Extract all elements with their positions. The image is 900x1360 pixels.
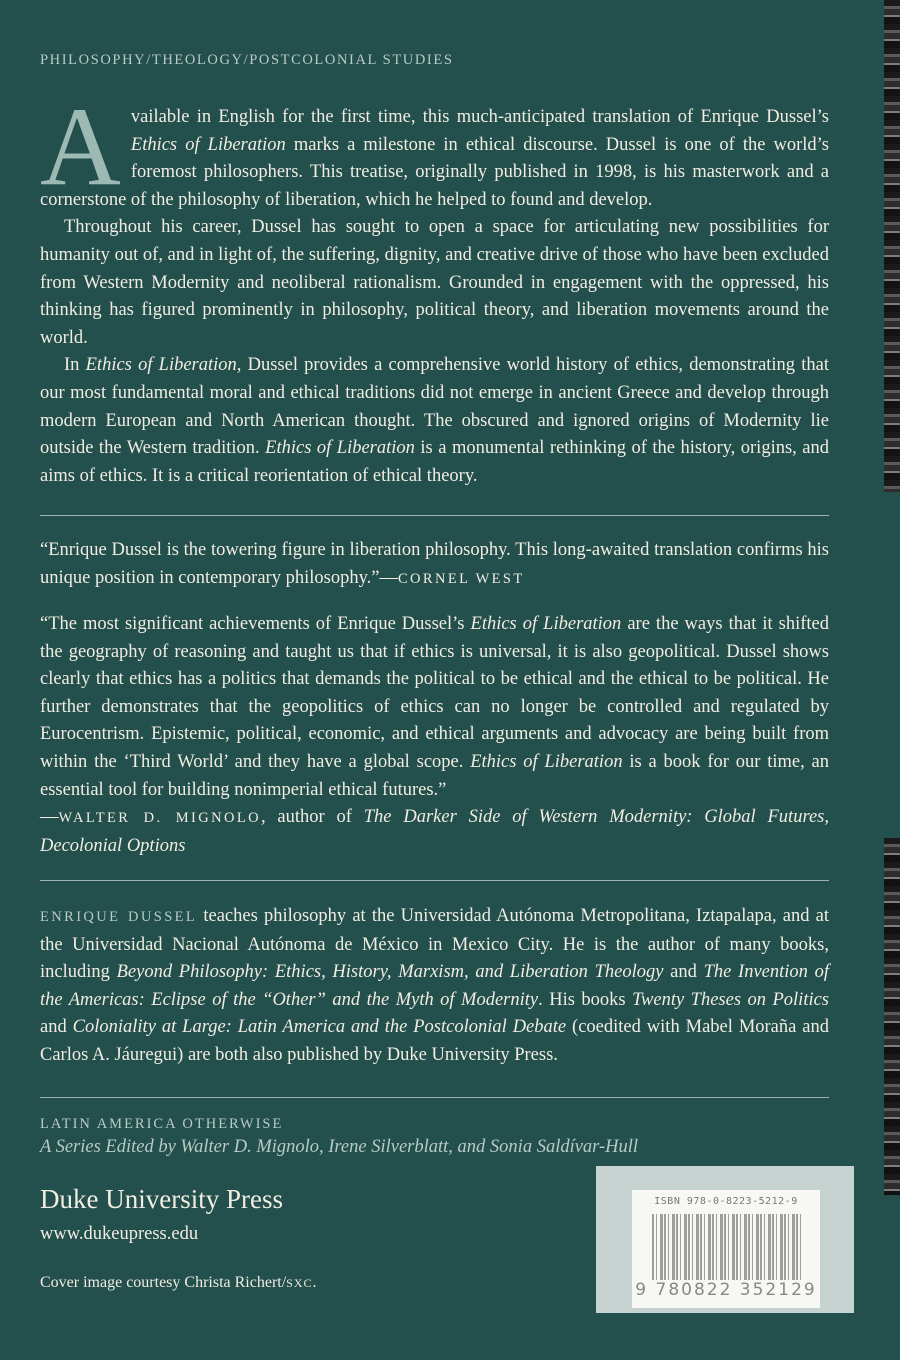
author-name: ENRIQUE DUSSEL xyxy=(40,909,198,925)
barcode xyxy=(632,1190,820,1308)
description-paragraph: Throughout his career, Dussel has sought to open a space for articulating new possibilities for humanity out of, and in light of, the suffering, dignity, and creative drive of those who have been excluded from Western Modernity and neoliberal rationalism. Grounded in engagement with the oppressed, his thinking has figured prominently in philosophy, political theory, and liberation movements around the world. xyxy=(40,217,829,348)
isbn-label: ISBN 978-0-8223-5212-9 xyxy=(654,1196,798,1207)
endorsement-west: “Enrique Dussel is the towering figure in liberation philosophy. This long-awaited translation confirms his unique position in contemporary philosophy.”—CORNEL WEST xyxy=(40,540,829,588)
series-name: LATIN AMERICA OTHERWISE xyxy=(40,1116,284,1132)
endorsement-mignolo: “The most significant achievements of Enrique Dussel’s Ethics of Liberation are the ways that it shifted the geography of reasoning and taught us that if ethics is universal, it is also geopolitical. Dussel shows clearly that ethics has a politics that demands the political to be ethical and the ethical to be political. He further demonstrates that the geopolitics of ethics can no longer be controlled and regulated by Eurocentrism. Epistemic, political, economic, and ethical arguments and advocacy are being built from within the ‘Third World’ and they have a global scope. Ethics of Liberation is a book for our time, an essential tool for building nonimperial ethical futures.” —WALTER D. MIGNOLO, author of The Darker Side of Western Modernity: Global Futures, Decolonial Options xyxy=(40,614,829,856)
divider xyxy=(40,515,829,516)
drop-cap: A xyxy=(40,85,121,209)
publisher-name: Duke University Press xyxy=(40,1184,283,1214)
endorser-name: WALTER D. MIGNOLO xyxy=(58,810,261,827)
divider xyxy=(40,880,829,881)
stone-texture-edge xyxy=(884,838,900,1195)
description-paragraph: Available in English for the first time, this much-anticipated translation of Enrique Dussel’s Ethics of Liberation marks a milestone in ethical discourse. Dussel is one of the world’s foremost philosophers. This treatise, originally published in 1998, is his masterwork and a cornerstone of the philosophy of liberation, which he helped to found and develop. xyxy=(40,85,830,210)
barcode-number: 9 780822 352129 xyxy=(635,1280,817,1300)
divider xyxy=(40,1097,829,1098)
category-label: PHILOSOPHY/THEOLOGY/POSTCOLONIAL STUDIES xyxy=(40,52,454,68)
cover-credit: Cover image courtesy Christa Richert/SXC. xyxy=(40,1274,317,1291)
author-bio: ENRIQUE DUSSEL teaches philosophy at the Universidad Autónoma Metropolitana, Iztapalapa, and at the Universidad Nacional Autónoma de México in Mexico City. He is the author of many books, including Beyond Philosophy: Ethics, History, Marxism, and Liberation Theology and The Invention of the Americas: Eclipse of the “Other” and the Myth of Modernity. His books Twenty Theses on Politics and Coloniality at Large: Latin America and the Postcolonial Debate (coedited with Mabel Moraña and Carlos A. Jáuregui) are both also published by Duke University Press. xyxy=(40,906,830,1065)
publisher-website: www.dukeupress.edu xyxy=(40,1224,199,1244)
barcode-panel xyxy=(596,1166,854,1313)
series-info xyxy=(40,1114,829,1160)
endorser-name: CORNEL WEST xyxy=(397,570,525,587)
stone-texture-edge xyxy=(884,0,900,492)
barcode-bars xyxy=(652,1214,802,1280)
description-paragraph: In Ethics of Liberation, Dussel provides a comprehensive world history of ethics, demonstrating that our most fundamental moral and ethical traditions did not emerge in ancient Greece and develop through modern European and North American thought. The obscured and ignored origins of Modernity lie outside the Western tradition. Ethics of Liberation is a monumental rethinking of the history, origins, and aims of ethics. It is a critical reorientation of ethical theory. xyxy=(40,355,830,486)
description xyxy=(40,85,830,490)
series-editors: A Series Edited by Walter D. Mignolo, Irene Silverblatt, and Sonia Saldívar-Hull xyxy=(40,1137,639,1157)
